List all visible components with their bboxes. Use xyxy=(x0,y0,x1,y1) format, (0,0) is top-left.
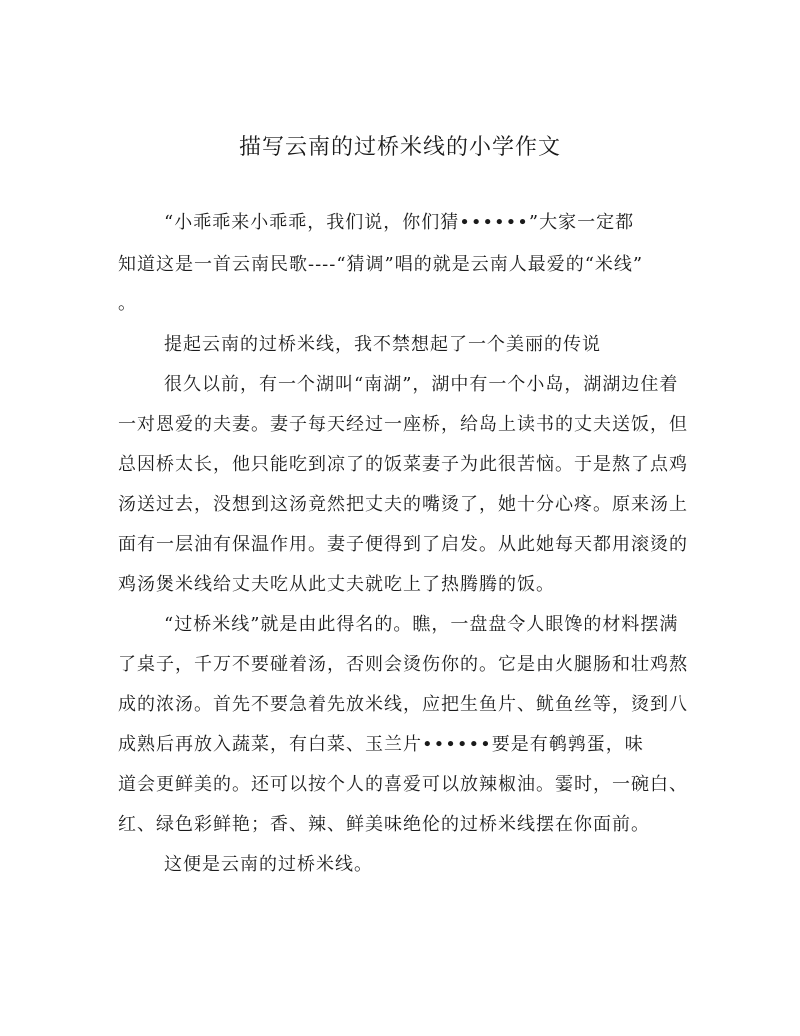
text-line: 成的浓汤。首先不要急着先放米线，应把生鱼片、鱿鱼丝等，烫到八 xyxy=(118,694,688,715)
text-line: 很久以前，有一个湖叫“南湖”，湖中有一个小岛，湖湖边住着 xyxy=(164,374,679,395)
text-line: 成熟后再放入蔬菜，有白菜、玉兰片••••••要是有鹌鹑蛋，味 xyxy=(118,734,644,755)
text-line: 一对恩爱的夫妻。妻子每天经过一座桥，给岛上读书的丈夫送饭，但 xyxy=(118,414,688,435)
text-line: 鸡汤煲米线给丈夫吃从此丈夫就吃上了热腾腾的饭。 xyxy=(118,574,555,595)
text-line: 这便是云南的过桥米线。 xyxy=(164,854,373,875)
text-line: “过桥米线”就是由此得名的。瞧，一盘盘令人眼馋的材料摆满 xyxy=(164,614,679,635)
text-line: 。 xyxy=(118,293,137,314)
text-line: 了桌子，千万不要碰着汤，否则会烫伤你的。它是由火腿肠和壮鸡熬 xyxy=(118,654,688,675)
text-line: 道会更鲜美的。还可以按个人的喜爱可以放辣椒油。霎时，一碗白、 xyxy=(118,774,688,795)
text-line: 知道这是一首云南民歌----“猜调”唱的就是云南人最爱的“米线” xyxy=(118,254,644,275)
text-line: 汤送过去，没想到这汤竟然把丈夫的嘴烫了，她十分心疼。原来汤上 xyxy=(118,494,688,515)
text-line: 总因桥太长，他只能吃到凉了的饭菜妻子为此很苦恼。于是熬了点鸡 xyxy=(118,454,688,475)
document-title: 描写云南的过桥米线的小学作文 xyxy=(238,135,561,160)
text-line: 红、绿色彩鲜艳；香、辣、鲜美味绝伦的过桥米线摆在你面前。 xyxy=(118,814,650,835)
text-line: 面有一层油有保温作用。妻子便得到了启发。从此她每天都用滚烫的 xyxy=(118,534,688,555)
text-line: 提起云南的过桥米线，我不禁想起了一个美丽的传说 xyxy=(164,334,601,355)
text-line: “小乖乖来小乖乖，我们说，你们猜••••••”大家一定都 xyxy=(164,212,635,233)
